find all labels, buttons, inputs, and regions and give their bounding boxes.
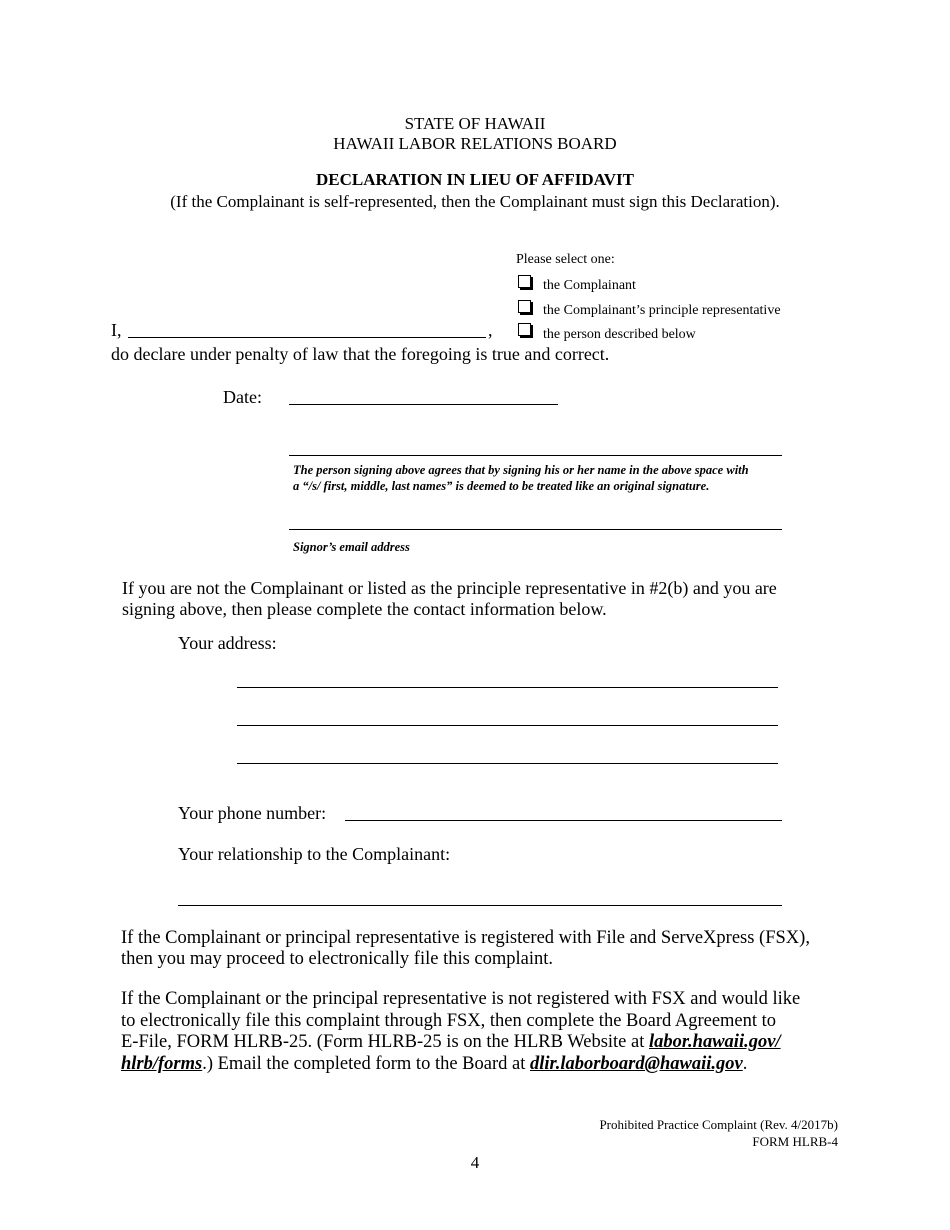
declaration-prefix: I, [111, 320, 122, 340]
fsx-para2-line3 [121, 1032, 781, 1054]
fsx-para2-line4-end: . [742, 1054, 748, 1074]
phone-label: Your phone number: [178, 803, 327, 823]
page-number: 4 [470, 1153, 480, 1172]
option-complainant-label: the Complainant [543, 278, 636, 293]
checkbox-principle-representative[interactable] [518, 300, 531, 313]
option-person-described-label: the person described below [543, 327, 696, 342]
board-heading: HAWAII LABOR RELATIONS BOARD [333, 134, 617, 153]
phone-field[interactable] [345, 820, 782, 821]
declarant-name-field[interactable] [128, 337, 486, 338]
fsx-para2-line1: If the Complainant or the principal representative is not registered with FSX and would like [121, 989, 801, 1009]
fsx-para2-line2: to electronically file this complaint through FSX, then complete the Board Agreement to [121, 1011, 777, 1031]
footer-form-id: FORM HLRB-4 [752, 1134, 838, 1149]
date-field[interactable] [289, 404, 558, 405]
signature-note-line2: a “/s/ first, middle, last names” is deemed to be treated like an original signature. [293, 479, 710, 493]
option-principle-representative-label: the Complainant’s principle representative [543, 303, 781, 318]
relationship-label: Your relationship to the Complainant: [178, 844, 451, 864]
address-label: Your address: [178, 633, 277, 653]
signature-field[interactable] [289, 455, 782, 456]
fsx-para2-line3-text: E-File, FORM HLRB-25. (Form HLRB-25 is on the HLRB Website at [121, 1032, 649, 1052]
address-line-3-field[interactable] [237, 763, 778, 764]
selection-prompt: Please select one: [516, 252, 615, 267]
email-label: Signor’s email address [293, 540, 410, 554]
address-line-1-field[interactable] [237, 687, 778, 688]
declaration-comma: , [488, 320, 493, 340]
signature-note-line1: The person signing above agrees that by signing his or her name in the above space with [293, 463, 749, 477]
declaration-statement: do declare under penalty of law that the foregoing is true and correct. [111, 344, 610, 364]
fsx-para2-line4 [121, 1054, 747, 1076]
hlrb-forms-link-part1[interactable]: labor.hawaii.gov/ [648, 1032, 781, 1052]
date-label: Date: [223, 387, 262, 407]
checkbox-person-described-below[interactable] [518, 323, 531, 336]
relationship-field[interactable] [178, 905, 782, 906]
checkbox-complainant[interactable] [518, 275, 531, 288]
fsx-para2-line4-mid: .) Email the completed form to the Board at [202, 1054, 530, 1074]
state-heading: STATE OF HAWAII [404, 114, 546, 133]
hlrb-forms-link-part2[interactable]: hlrb/forms [121, 1054, 203, 1074]
footer-form-revision: Prohibited Practice Complaint (Rev. 4/2017b) [599, 1117, 838, 1132]
board-email-link[interactable]: dlir.laborboard@hawaii.gov [529, 1054, 743, 1074]
document-title: DECLARATION IN LIEU OF AFFIDAVIT [315, 170, 634, 189]
document-subtitle: (If the Complainant is self-represented, then the Complainant must sign this Declaration). [170, 192, 780, 211]
contact-intro-line2: signing above, then please complete the contact information below. [122, 599, 607, 619]
contact-intro-line1: If you are not the Complainant or listed as the principle representative in #2(b) and you are [122, 578, 777, 598]
address-line-2-field[interactable] [237, 725, 778, 726]
fsx-para1-line2: then you may proceed to electronically file this complaint. [121, 949, 554, 969]
fsx-para1-line1: If the Complainant or principal representative is registered with File and ServeXpress (FSX), [121, 928, 810, 948]
email-field[interactable] [289, 529, 782, 530]
